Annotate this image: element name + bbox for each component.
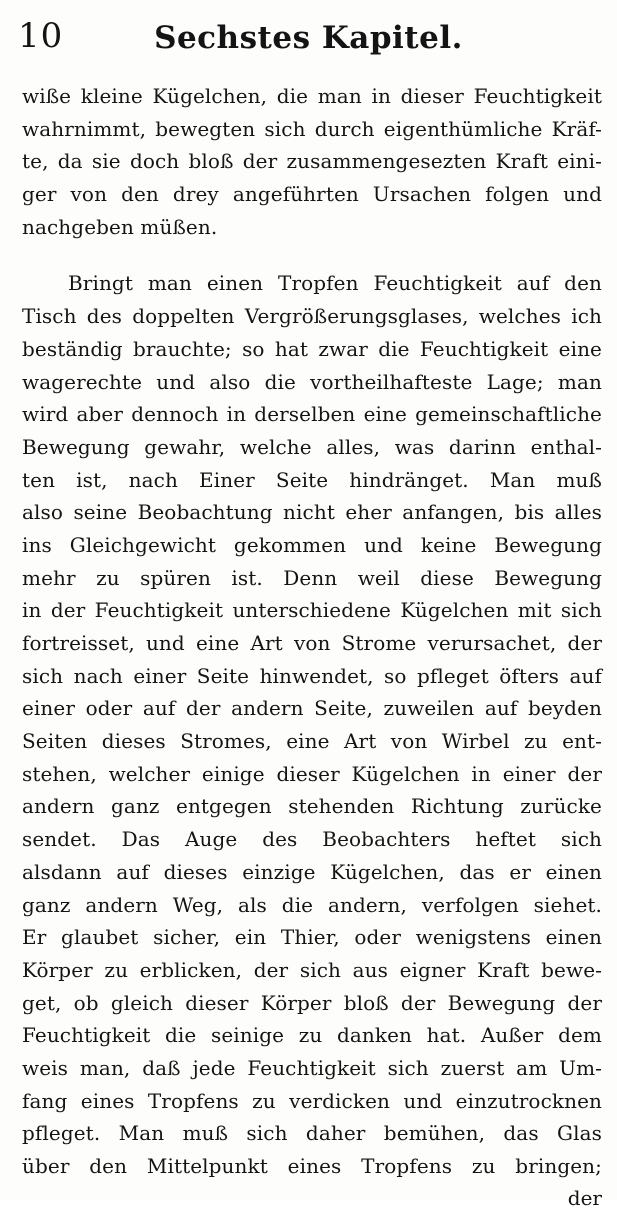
text-line: ger von den drey angeführten Ursachen folgen und	[22, 182, 602, 207]
text-line: ins Gleichgewicht gekommen und keine Bewegung	[22, 532, 602, 557]
paragraph-gap	[22, 243, 602, 267]
text-line: te, da sie doch bloß der zusammengesezten Kraft eini-	[22, 149, 602, 174]
running-head: Sechstes Kapitel.	[154, 20, 463, 56]
text-line: ten ist, nach Einer Seite hindränget. Man muß	[22, 467, 602, 492]
text-line: nachgeben müßen.	[22, 214, 218, 239]
text-line: Feuchtigkeit die seinige zu danken hat. Außer dem	[22, 1023, 602, 1048]
page-number: 10	[18, 16, 64, 56]
text-line: wiße kleine Kügelchen, die man in dieser Feuchtigkeit	[22, 84, 602, 108]
text-line: Körper zu erblicken, der sich aus eigner Kraft bewe-	[22, 957, 602, 982]
text-line: über den Mittelpunkt eines Tropfens zu bringen;	[22, 1154, 602, 1178]
text-line: also seine Beobachtung nicht eher anfangen, bis alles	[22, 500, 602, 525]
text-line: pfleget. Man muß sich daher bemühen, das Glas	[22, 1121, 602, 1146]
text-line: andern ganz entgegen stehenden Richtung zurücke	[22, 794, 602, 819]
text-line: weis man, daß jede Feuchtigkeit sich zuerst am Um-	[22, 1055, 602, 1080]
text-line: stehen, welcher einige dieser Kügelchen in einer der	[22, 761, 602, 786]
text-line: Tisch des doppelten Vergrößerungsglases, welches ich	[22, 304, 602, 329]
text-line: wagerechte und also die vortheilhafteste Lage; man	[22, 369, 602, 394]
text-line: beständig brauchte; so hat zwar die Feuchtigkeit eine	[22, 336, 602, 361]
text-line: wahrnimmt, bewegten sich durch eigenthümliche Kräf-	[22, 116, 602, 141]
text-line: sich nach einer Seite hinwendet, so pfleget öfters auf	[22, 663, 602, 688]
text-line: get, ob gleich dieser Körper bloß der Bewegung der	[22, 990, 602, 1015]
page-header	[18, 14, 599, 62]
text-line: sendet. Das Auge des Beobachters heftet sich	[22, 827, 602, 852]
paragraph	[22, 267, 602, 1182]
text-line: wird aber dennoch in derselben eine gemeinschaftliche	[22, 402, 602, 427]
text-line: Bewegung gewahr, welche alles, was darinn enthal-	[22, 434, 602, 459]
text-line: in der Feuchtigkeit unterschiedene Kügelchen mit sich	[22, 598, 602, 623]
text-line: mehr zu spüren ist. Denn weil diese Bewegung	[22, 565, 602, 590]
text-line: Bringt man einen Tropfen Feuchtigkeit auf den	[68, 271, 602, 296]
text-line: alsdann auf dieses einzige Kügelchen, das er einen	[22, 859, 602, 884]
text-line: fang eines Tropfens zu verdicken und einzutrocknen	[22, 1088, 602, 1113]
paragraph	[22, 80, 602, 243]
text-line: ganz andern Weg, als die andern, verfolgen siehet.	[22, 892, 602, 917]
text-line: Seiten dieses Stromes, eine Art von Wirbel zu ent-	[22, 729, 602, 754]
text-line: einer oder auf der andern Seite, zuweilen auf beyden	[22, 696, 602, 721]
catchword: der	[567, 1185, 602, 1210]
text-line: fortreisset, und eine Art von Strome verursachet, der	[22, 631, 602, 655]
body-text	[22, 80, 602, 1213]
text-line: Er glaubet sicher, ein Thier, oder wenigstens einen	[22, 925, 602, 950]
